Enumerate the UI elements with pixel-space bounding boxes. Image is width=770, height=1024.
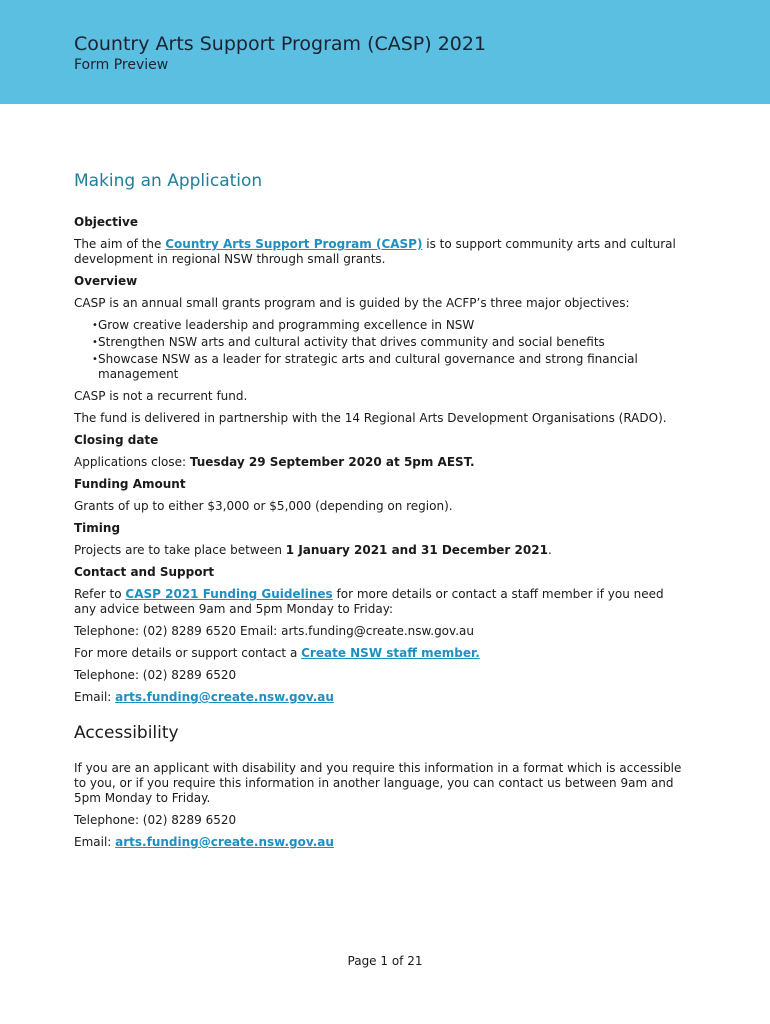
not-recurrent-text: CASP is not a recurrent fund. xyxy=(74,389,248,403)
page-subtitle: Form Preview xyxy=(74,57,169,73)
more-details-pre: For more details or support contact a xyxy=(74,646,302,660)
partnership-text: The fund is delivered in partnership with the 14 Regional Arts Development Organisations (RADO). xyxy=(74,411,667,425)
page-number: Page 1 of 21 xyxy=(347,954,423,968)
section-heading-making-application: Making an Application xyxy=(74,171,263,191)
section-heading-accessibility: Accessibility xyxy=(74,723,179,743)
refer-post: for more details or contact a staff member if you need any advice between 9am and 5pm Monday to Friday: xyxy=(74,587,664,616)
accessibility-text: If you are an applicant with disability and you require this information in a format which is accessible to you, or if you require this information in another language, you can contact us between 9am and 5pm Monday to Friday. xyxy=(74,761,682,805)
closing-date-text xyxy=(74,455,684,470)
objectives-list xyxy=(74,318,684,382)
telephone-text: Telephone: (02) 8289 6520 xyxy=(74,668,237,682)
list-item xyxy=(74,318,684,333)
accessibility-email-link[interactable]: arts.funding@create.nsw.gov.au xyxy=(115,835,334,849)
list-item-text: Grow creative leadership and programming excellence in NSW xyxy=(98,318,475,332)
objective-heading: Objective xyxy=(74,215,138,229)
accessibility-email-line xyxy=(74,835,684,850)
casp-program-link[interactable]: Country Arts Support Program (CASP) xyxy=(165,237,423,251)
closing-date-heading: Closing date xyxy=(74,433,159,447)
page-title: Country Arts Support Program (CASP) 2021 xyxy=(74,33,487,55)
objective-text xyxy=(74,237,684,267)
timing-heading: Timing xyxy=(74,521,121,535)
telephone-email-text: Telephone: (02) 8289 6520 Email: arts.funding@create.nsw.gov.au xyxy=(74,624,474,638)
funding-amount-text: Grants of up to either $3,000 or $5,000 (depending on region). xyxy=(74,499,453,513)
timing-post: . xyxy=(547,543,552,557)
funding-amount-heading: Funding Amount xyxy=(74,477,186,491)
list-item-text: Showcase NSW as a leader for strategic arts and cultural governance and strong financial management xyxy=(98,352,638,381)
bullet-icon: • xyxy=(92,337,98,348)
more-details-text xyxy=(74,646,684,661)
refer-text xyxy=(74,587,684,617)
overview-intro: CASP is an annual small grants program and is guided by the ACFP’s three major objectives: xyxy=(74,296,630,310)
objective-text-pre: The aim of the xyxy=(74,237,166,251)
staff-member-link[interactable]: Create NSW staff member. xyxy=(301,646,480,660)
contact-heading: Contact and Support xyxy=(74,565,215,579)
overview-heading: Overview xyxy=(74,274,138,288)
closing-date-value: Tuesday 29 September 2020 at 5pm AEST. xyxy=(189,455,475,469)
list-item-text: Strengthen NSW arts and cultural activity that drives community and social benefits xyxy=(98,335,605,349)
timing-text xyxy=(74,543,684,558)
email-label: Email: xyxy=(74,835,116,849)
funding-guidelines-link[interactable]: CASP 2021 Funding Guidelines xyxy=(125,587,333,601)
accessibility-telephone: Telephone: (02) 8289 6520 xyxy=(74,813,237,827)
list-item xyxy=(74,352,684,382)
closing-date-pre: Applications close: xyxy=(74,455,190,469)
bullet-icon: • xyxy=(92,320,98,331)
bullet-icon: • xyxy=(92,354,98,365)
document-body xyxy=(74,170,684,850)
list-item xyxy=(74,335,684,350)
timing-dates: 1 January 2021 and 31 December 2021 xyxy=(285,543,548,557)
email-line xyxy=(74,690,684,705)
email-label: Email: xyxy=(74,690,116,704)
timing-pre: Projects are to take place between xyxy=(74,543,286,557)
header-banner xyxy=(0,0,770,104)
objective-text-post: is to support community arts and cultural development in regional NSW through small grants. xyxy=(74,237,676,266)
email-link[interactable]: arts.funding@create.nsw.gov.au xyxy=(115,690,334,704)
refer-pre: Refer to xyxy=(74,587,126,601)
